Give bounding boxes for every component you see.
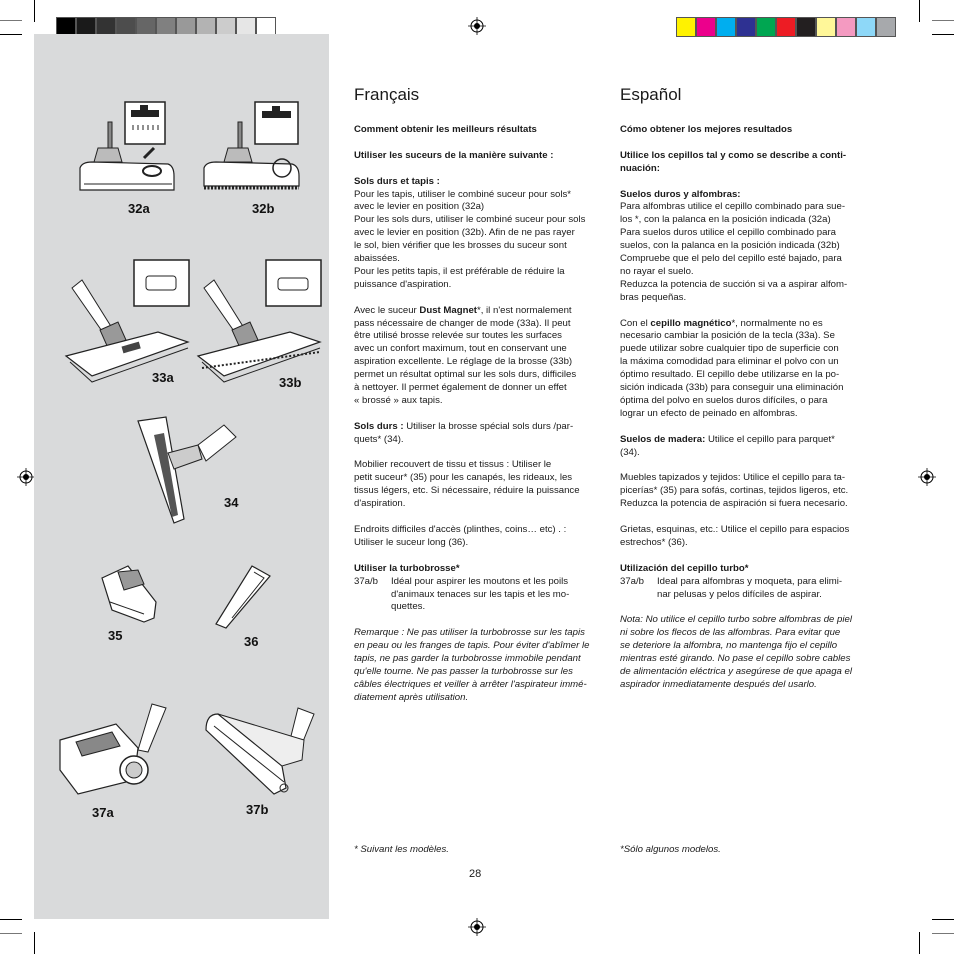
note-line: en peau ou les franges de tapis. Pour éviter d'abîmer le [354,640,590,652]
figure-label-32a: 32a [128,201,150,216]
text-line: no rayar el suelo. [620,265,694,277]
text-line: d'animaux tenaces sur les tapis et les mo- [391,588,570,600]
dust-magnet-nozzle-illustration [62,258,192,388]
text-line: d'aspiration. [354,498,406,510]
floor-nozzle-hard-floor-illustration [200,100,303,195]
text-line: Utiliser le suceur long (36). [354,536,469,548]
text-line: le sol, bien vérifier que les brosses du suceur sont [354,240,567,252]
figure-label-37a: 37a [92,805,114,820]
dust-magnet-nozzle-hard-floor-illustration [196,258,326,388]
turbo-brush-illustration [56,700,188,796]
figure-label-33b: 33b [279,375,302,390]
text-line: 37a/b Ideal para alfombras y moqueta, para elimi- [620,575,843,587]
color-swatch [776,17,796,37]
crevice-nozzle-illustration [202,562,274,634]
text-line: óptima del polvo en suelos duros difíciles, o para [620,394,828,406]
registration-mark-icon [468,17,486,35]
figure-label-34: 34 [224,495,239,510]
text-line: nuación: [620,162,660,174]
page-number: 28 [469,868,482,880]
text-line: Suelos de madera: Utilice el cepillo para parquet* [620,433,835,445]
text-line: Para alfombras utilice el cepillo combinado para sue- [620,201,846,213]
text-line: Reduzca la potencia de aspiración si fuera necesario. [620,498,848,510]
note-line: diatement après utilisation. [354,691,469,703]
registration-mark-icon [918,468,936,486]
note-line: Remarque : Ne pas utiliser la turbobrosse sur les tapis [354,627,585,639]
spanish-footnote: *Sólo algunos modelos. [620,844,721,855]
text-line: petit suceur* (35) pour les canapés, les rideaux, les [354,472,573,484]
registration-mark-icon [468,918,486,936]
color-swatch [696,17,716,37]
text-line: Con el cepillo magnético*, normalmente no es [620,317,823,329]
floor-nozzle-carpet-illustration [78,100,178,195]
color-swatch [716,17,736,37]
french-heading: Français [354,85,420,104]
upholstery-nozzle-illustration [98,562,162,626]
figure-label-35: 35 [108,628,123,643]
text-line: « brossé » aux tapis. [354,394,443,406]
text-line: estrechos* (36). [620,536,688,548]
spanish-heading: Español [620,85,682,104]
text-line: suelos, con la palanca en la posición indicada (32b) [620,240,840,252]
text-line: à nettoyer. Il permet également de donner un effet [354,382,567,394]
turbo-brush-alt-illustration [204,704,324,800]
figure-label-32b: 32b [252,201,275,216]
text-line: Cómo obtener los mejores resultados [620,124,793,135]
text-line: Utiliser la turbobrosse* [354,562,460,574]
text-line: permet un résultat optimal sur les sols durs, difficiles [354,369,577,381]
text-line: tissus légers, etc. Si nécessaire, réduire la puissance [354,485,580,497]
text-line: Pour les tapis, utiliser le combiné suceur pour sols* [354,188,572,200]
text-line: quets* (34). [354,433,404,445]
text-line: pass nécessaire de changer de mode (33a). Il peut [354,317,571,329]
text-line: Avec le suceur Dust Magnet*, il n'est normalement [354,304,572,316]
note-line: de alimentación eléctrica y asegúrese de que apaga el [620,665,853,677]
text-line: Para suelos duros utilice el cepillo combinado para [620,227,836,239]
color-calibration-strip [676,17,896,37]
text-line: avec un confort maximum, tout en conservant une [354,343,567,355]
text-line: Utilización del cepillo turbo* [620,562,749,574]
text-line: necesario cambiar la posición de la tecla (33a). Se [620,330,835,342]
color-swatch [836,17,856,37]
note-line: mientras esté girando. No pase el cepillo sobre cables [620,653,851,665]
text-line: Sols durs et tapis : [354,175,440,187]
text-line: 37a/b Idéal pour aspirer les moutons et les poils [354,575,569,587]
color-swatch [756,17,776,37]
text-line: Reduzca la potencia de succión si va a aspirar alfom- [620,278,848,290]
text-line: lograr un efecto de peinado en alfombras. [620,407,798,419]
text-line: sición indicada (33b) para conseguir una eliminación [620,382,844,394]
color-swatch [856,17,876,37]
parquet-brush-illustration [132,415,240,527]
registration-mark-icon [17,468,35,486]
text-line: puissance d'aspiration. [354,278,452,290]
text-line: (34). [620,446,640,458]
text-line: óptimo resultado. El cepillo debe utilizarse en la po- [620,369,840,381]
text-line: Comment obtenir les meilleurs résultats [354,124,537,135]
text-line: Sols durs : Utiliser la brosse spécial sols durs /par- [354,420,574,432]
color-swatch [796,17,816,37]
text-line: Grietas, esquinas, etc.: Utilice el cepillo para espacios [620,524,850,535]
note-line: qu'elle tourne. Ne pas passer la turbobrosse sur les [354,665,573,677]
text-line: Pour les sols durs, utiliser le combiné suceur pour sols [354,214,586,226]
note-line: câbles électriques et veiller à arrêter l'aspirateur immé- [354,678,587,690]
text-line: picerías* (35) para sofás, cortinas, tejidos ligeros, etc. [620,485,849,497]
text-line: bras pequeñas. [620,291,687,303]
text-line: los *, con la palanca en la posición indicada (32a) [620,214,831,226]
text-line: Suelos duros y alfombras: [620,188,741,200]
text-line: la máxima comodidad para eliminar el polvo con un [620,356,839,368]
color-swatch [676,17,696,37]
note-line: ni sobre los flecos de las alfombras. Para evitar que [620,627,841,639]
note-line: tapis, ne pas garder la turbobrosse immobile pendant [354,653,581,665]
text-line: être utilisé brosse relevée sur toutes les surfaces [354,330,562,342]
color-swatch [876,17,896,37]
text-line: Mobilier recouvert de tissu et tissus : Utiliser le [354,459,552,471]
spanish-column [620,84,868,692]
french-column [354,84,602,705]
text-line: Muebles tapizados y tejidos: Utilice el cepillo para ta- [620,472,846,484]
text-line: Compruebe que el pelo del cepillo esté bajado, para [620,253,842,265]
french-footnote: * Suivant les modèles. [354,844,449,855]
note-line: Nota: No utilice el cepillo turbo sobre alfombras de piel [620,614,852,626]
text-line: Pour les petits tapis, il est préférable de réduire la [354,265,565,277]
text-line: aspiration excellente. Le réglage de la brosse (33b) [354,356,573,368]
text-line: quettes. [391,601,426,613]
note-line: aspirador inmediatamente después del usarlo. [620,678,817,690]
text-line: avec le levier en position (32b). Afin de ne pas rayer [354,227,575,239]
text-line: Utiliser les suceurs de la manière suivante : [354,149,554,161]
text-line: abaissées. [354,253,400,265]
color-swatch [816,17,836,37]
figure-label-33a: 33a [152,370,174,385]
text-line: Utilice los cepillos tal y como se describe a conti- [620,149,847,161]
color-swatch [736,17,756,37]
text-line: avec le levier en position (32a) [354,201,485,213]
figure-label-37b: 37b [246,802,269,817]
text-line: puede utilizar sobre cualquier tipo de superficie con [620,343,839,355]
text-line: nar pelusas y pelos difíciles de aspirar. [657,588,822,600]
text-line: Endroits difficiles d'accès (plinthes, coins… etc) . : [354,524,567,535]
note-line: se deteriore la alfombra, no mantenga fijo el cepillo [620,640,838,652]
figure-label-36: 36 [244,634,259,649]
